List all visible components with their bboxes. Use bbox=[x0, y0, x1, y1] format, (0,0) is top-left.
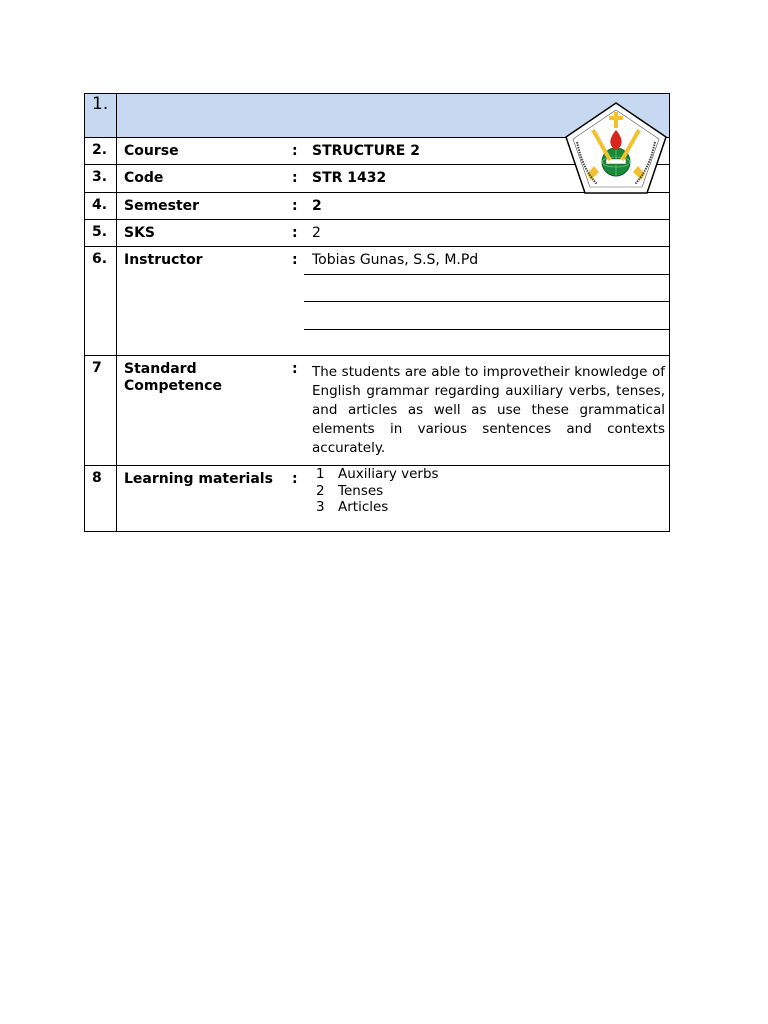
materials-list bbox=[316, 466, 439, 516]
divider bbox=[304, 329, 669, 330]
table-row-instructor bbox=[84, 246, 670, 355]
row-label: SKS bbox=[124, 225, 156, 241]
row-label: Learning materials bbox=[124, 471, 273, 487]
table-row-semester bbox=[84, 192, 670, 219]
row-colon: : bbox=[292, 361, 298, 377]
course-value: STRUCTURE 2 bbox=[312, 143, 420, 159]
row-number: 5. bbox=[85, 220, 117, 246]
list-item: 2 Tenses bbox=[316, 482, 384, 499]
row-number: 3. bbox=[85, 165, 117, 192]
row-number: 8 bbox=[85, 466, 117, 531]
row-number: 2. bbox=[85, 138, 117, 164]
row-colon: : bbox=[292, 198, 298, 214]
row-colon: : bbox=[292, 225, 298, 241]
divider bbox=[304, 274, 669, 275]
table-row-materials bbox=[84, 465, 670, 532]
row-colon: : bbox=[292, 252, 298, 268]
row-label: Instructor bbox=[124, 252, 203, 268]
institution-seal-icon bbox=[563, 100, 669, 196]
divider bbox=[304, 301, 669, 302]
row-number: 4. bbox=[85, 193, 117, 219]
instructor-blank-lines bbox=[304, 247, 669, 355]
table-row-sks bbox=[84, 219, 670, 246]
list-item: 1 Auxiliary verbs bbox=[316, 466, 439, 482]
row-colon: : bbox=[292, 143, 298, 159]
row-number: 6. bbox=[85, 247, 117, 355]
row-number: 7 bbox=[85, 356, 117, 465]
instructor-value: Tobias Gunas, S.S, M.Pd bbox=[312, 252, 479, 268]
row-label: Standard Competence bbox=[124, 361, 222, 394]
row-label: Semester bbox=[124, 198, 200, 214]
row-label: Code bbox=[124, 170, 164, 186]
code-value: STR 1432 bbox=[312, 170, 387, 186]
table-row-competence bbox=[84, 355, 670, 465]
list-item: 3 Articles bbox=[316, 499, 389, 515]
competence-value: The students are able to improvetheir knowledge of English grammar regarding auxiliary verbs, tenses, and articles as well as use these grammatical elements in various sentences and contexts accurately. bbox=[312, 364, 665, 456]
row-colon: : bbox=[292, 170, 298, 186]
semester-value: 2 bbox=[312, 198, 322, 214]
row-colon: : bbox=[292, 471, 298, 487]
row-number: 1. bbox=[85, 94, 117, 137]
row-label: Course bbox=[124, 143, 179, 159]
sks-value: 2 bbox=[312, 225, 321, 241]
